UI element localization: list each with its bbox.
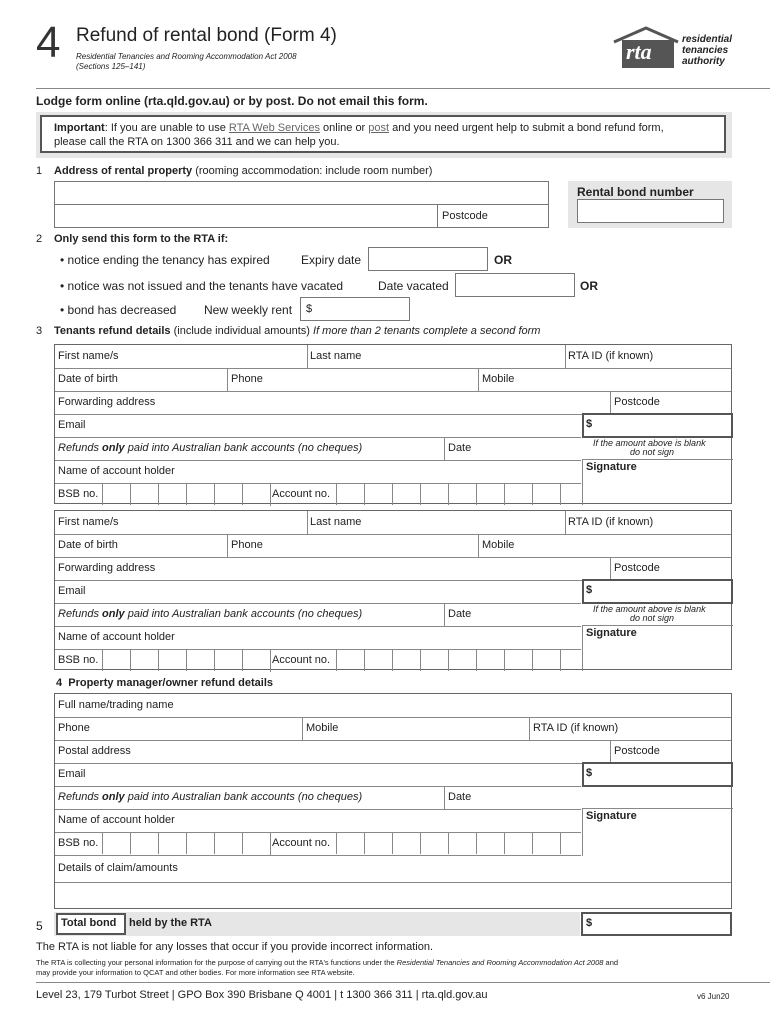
tenant-2-last-name-label: Last name: [310, 516, 362, 528]
important-label: Important: [54, 122, 105, 134]
tenant-1-date-label: Date: [448, 442, 472, 454]
rental-bond-number-label: Rental bond number: [577, 185, 694, 199]
owner-bank-row: [55, 832, 581, 856]
tenant-1-blank-note-1: If the amount above is blank: [593, 438, 706, 448]
privacy-note-2: may provide your information to QCAT and other bodies. For more information see RTA website.: [36, 968, 355, 977]
owner-address-row: [55, 740, 731, 764]
important-text-1: : If you are unable to use: [104, 122, 229, 134]
q4-label-text: Property manager/owner refund details: [68, 677, 274, 689]
tenant-1-first-name-label: First name/s: [58, 350, 119, 362]
tenant-1-email-row: [55, 414, 581, 438]
tenant-1-forwarding-label: Forwarding address: [58, 396, 156, 408]
post-link[interactable]: post: [368, 122, 390, 134]
q1-label: [54, 165, 432, 177]
tenant-2-amount-dollar: $: [586, 584, 593, 596]
weekly-rent-dollar: $: [306, 303, 313, 315]
tenant-2-first-name-label: First name/s: [58, 516, 119, 528]
owner-account-no-label: Account no.: [272, 837, 331, 849]
footer-address: Level 23, 179 Turbot Street | GPO Box 390 Brisbane Q 4001 | t 1300 366 311 | rta.qld.gov.au: [36, 989, 488, 1001]
tenant-1-address-row: [55, 391, 731, 415]
tenant-1-name-row: [55, 345, 731, 369]
tenant-2-email-label: Email: [58, 585, 86, 597]
tenant-2-refunds-note: Refunds only paid into Australian bank accounts (no cheques): [58, 608, 363, 620]
owner-details-row[interactable]: [55, 855, 731, 883]
tenant-2-bsb-label: BSB no.: [58, 654, 99, 666]
tenant-1-holder-label: Name of account holder: [58, 465, 175, 477]
owner-postal-label: Postal address: [58, 745, 131, 757]
q5-number: 5: [36, 919, 43, 933]
owner-email-row: [55, 763, 581, 787]
form-title-bold: Refund of rental bond: [76, 25, 259, 46]
tenant-2-amount-input[interactable]: [582, 579, 733, 604]
owner-amount-dollar: $: [586, 767, 593, 779]
tenant-2-dob-label: Date of birth: [58, 539, 118, 551]
total-bond-dollar: $: [586, 917, 593, 929]
owner-section: [54, 693, 732, 909]
owner-holder-row: [55, 809, 581, 833]
q3-number: 3: [36, 325, 43, 337]
tenant-1-amount-dollar: $: [586, 418, 593, 430]
total-bond-amount-input[interactable]: [581, 912, 732, 936]
tenant-1-email-label: Email: [58, 419, 86, 431]
q2-option-expired: • notice ending the tenancy has expired: [60, 253, 270, 267]
tenant-1-mobile-label: Mobile: [482, 373, 515, 385]
owner-rta-id-label: RTA ID (if known): [533, 722, 619, 734]
q3-label-bold: Tenants refund details: [54, 325, 171, 337]
q2-number: 2: [36, 233, 43, 245]
owner-date-label: Date: [448, 791, 472, 803]
tenant-2-date-label: Date: [448, 608, 472, 620]
owner-bsb-label: BSB no.: [58, 837, 99, 849]
tenant-2-refunds-row: [55, 603, 581, 627]
tenant-2-blank-note-2: do not sign: [630, 613, 675, 623]
owner-holder-label: Name of account holder: [58, 814, 175, 826]
logo-name-2: tenancies: [682, 45, 729, 56]
rta-web-services-link[interactable]: RTA Web Services: [228, 122, 320, 134]
tenant-1-signature-label: Signature: [586, 461, 637, 473]
q1-label-bold: Address of rental property: [54, 165, 193, 177]
owner-refunds-note: Refunds only paid into Australian bank accounts (no cheques): [58, 791, 363, 803]
date-vacated-label: Date vacated: [378, 279, 449, 293]
tenant-1-last-name-label: Last name: [310, 350, 362, 362]
tenant-2-holder-row: [55, 626, 581, 650]
rental-bond-number-input[interactable]: [577, 199, 724, 223]
q2-option-vacated: • notice was not issued and the tenants have vacated: [60, 279, 344, 293]
tenant-2-address-row: [55, 557, 731, 581]
tenant-2-bank-row: [55, 649, 581, 672]
tenant-2-holder-label: Name of account holder: [58, 631, 175, 643]
tenant-2-email-row: [55, 580, 581, 604]
or-label-1: OR: [494, 253, 512, 267]
tenant-2-postcode-label: Postcode: [614, 562, 660, 574]
important-line-2: please call the RTA on 1300 366 311 and we can help you.: [54, 136, 340, 148]
owner-details-label: Details of claim/amounts: [58, 862, 178, 874]
new-weekly-rent-input[interactable]: [300, 297, 410, 321]
owner-name-row: [55, 694, 731, 718]
owner-mobile-label: Mobile: [306, 722, 339, 734]
owner-full-name-label: Full name/trading name: [58, 699, 174, 711]
footer-divider: [36, 982, 770, 983]
logo-name-1: residential: [682, 34, 733, 45]
tenant-1-postcode-label: Postcode: [614, 396, 660, 408]
owner-email-label: Email: [58, 768, 86, 780]
owner-phone-label: Phone: [58, 722, 90, 734]
q3-label: [54, 325, 540, 337]
held-by-rta-label: held by the RTA: [129, 917, 212, 929]
important-box: [36, 112, 732, 158]
expiry-date-label: Expiry date: [301, 253, 362, 267]
tenant-1-dob-label: Date of birth: [58, 373, 118, 385]
q1-postcode-label: Postcode: [442, 210, 488, 222]
owner-refunds-row: [55, 786, 581, 810]
tenant-1-account-no-label: Account no.: [272, 488, 331, 500]
owner-contact-row: [55, 717, 731, 741]
tenant-1-refunds-row: [55, 437, 581, 461]
q2-option-decreased: • bond has decreased: [60, 303, 177, 317]
q1-hint: (rooming accommodation: include room number): [192, 165, 433, 177]
important-text-2: online or: [319, 122, 369, 134]
tenant-1-rta-id-label: RTA ID (if known): [568, 350, 654, 362]
sections-line: (Sections 125–141): [76, 62, 146, 71]
address-postcode-divider: [437, 204, 438, 228]
q4-number: 4: [56, 677, 63, 689]
tenant-2-blank-note-1: If the amount above is blank: [593, 604, 706, 614]
form-number: 4: [36, 18, 61, 67]
q3-hint-italic: If more than 2 tenants complete a second form: [313, 325, 541, 337]
tenant-1-bsb-label: BSB no.: [58, 488, 99, 500]
important-text-3: and you need urgent help to submit a bond refund form,: [389, 122, 664, 134]
tenant-2-contact-row: [55, 534, 731, 558]
header-divider: [36, 88, 770, 89]
tenant-1-contact-row: [55, 368, 731, 392]
tenant-2-forwarding-label: Forwarding address: [58, 562, 156, 574]
tenant-2-mobile-label: Mobile: [482, 539, 515, 551]
tenant-1-blank-note-2: do not sign: [630, 447, 675, 457]
tenant-2-signature-label: Signature: [586, 627, 637, 639]
tenant-1-section: [54, 344, 732, 504]
privacy-note-1: The RTA is collecting your personal information for the purpose of carrying out the RTA's functions under the Residential Tenancies and Rooming Accommodation Act 2008 and: [36, 958, 619, 967]
or-label-2: OR: [580, 279, 598, 293]
liability-note: The RTA is not liable for any losses that occur if you provide incorrect information.: [36, 941, 433, 953]
new-weekly-rent-label: New weekly rent: [204, 303, 293, 317]
lodge-line: Lodge form online (rta.qld.gov.au) or by post. Do not email this form.: [36, 94, 428, 108]
address-line-1[interactable]: [54, 181, 549, 205]
act-line: Residential Tenancies and Rooming Accommodation Act 2008: [76, 52, 297, 61]
q2-label: Only send this form to the RTA if:: [54, 233, 229, 245]
q3-hint: (include individual amounts): [170, 325, 314, 337]
form-title-rest: (Form 4): [258, 25, 337, 46]
logo-name-3: authority: [682, 56, 725, 67]
tenant-1-amount-input[interactable]: [582, 413, 733, 438]
tenant-1-phone-label: Phone: [231, 373, 263, 385]
owner-postcode-label: Postcode: [614, 745, 660, 757]
q1-number: 1: [36, 165, 43, 177]
expiry-date-input[interactable]: [368, 247, 488, 271]
date-vacated-input[interactable]: [455, 273, 575, 297]
rta-logo: [612, 26, 732, 74]
tenant-1-bank-row: [55, 483, 581, 506]
footer-version: v6 Jun20: [697, 992, 730, 1001]
tenant-2-name-row: [55, 511, 731, 535]
form-title: [76, 25, 337, 47]
tenant-1-refunds-note: Refunds only paid into Australian bank accounts (no cheques): [58, 442, 363, 454]
owner-amount-input[interactable]: [582, 762, 733, 787]
total-bond-label: Total bond: [61, 917, 117, 929]
owner-signature-label: Signature: [586, 810, 637, 822]
tenant-2-section: [54, 510, 732, 670]
tenant-1-holder-row: [55, 460, 581, 484]
tenant-2-phone-label: Phone: [231, 539, 263, 551]
tenant-2-rta-id-label: RTA ID (if known): [568, 516, 654, 528]
tenant-2-account-no-label: Account no.: [272, 654, 331, 666]
logo-text: rta: [626, 39, 652, 64]
q4-label: [56, 677, 273, 689]
